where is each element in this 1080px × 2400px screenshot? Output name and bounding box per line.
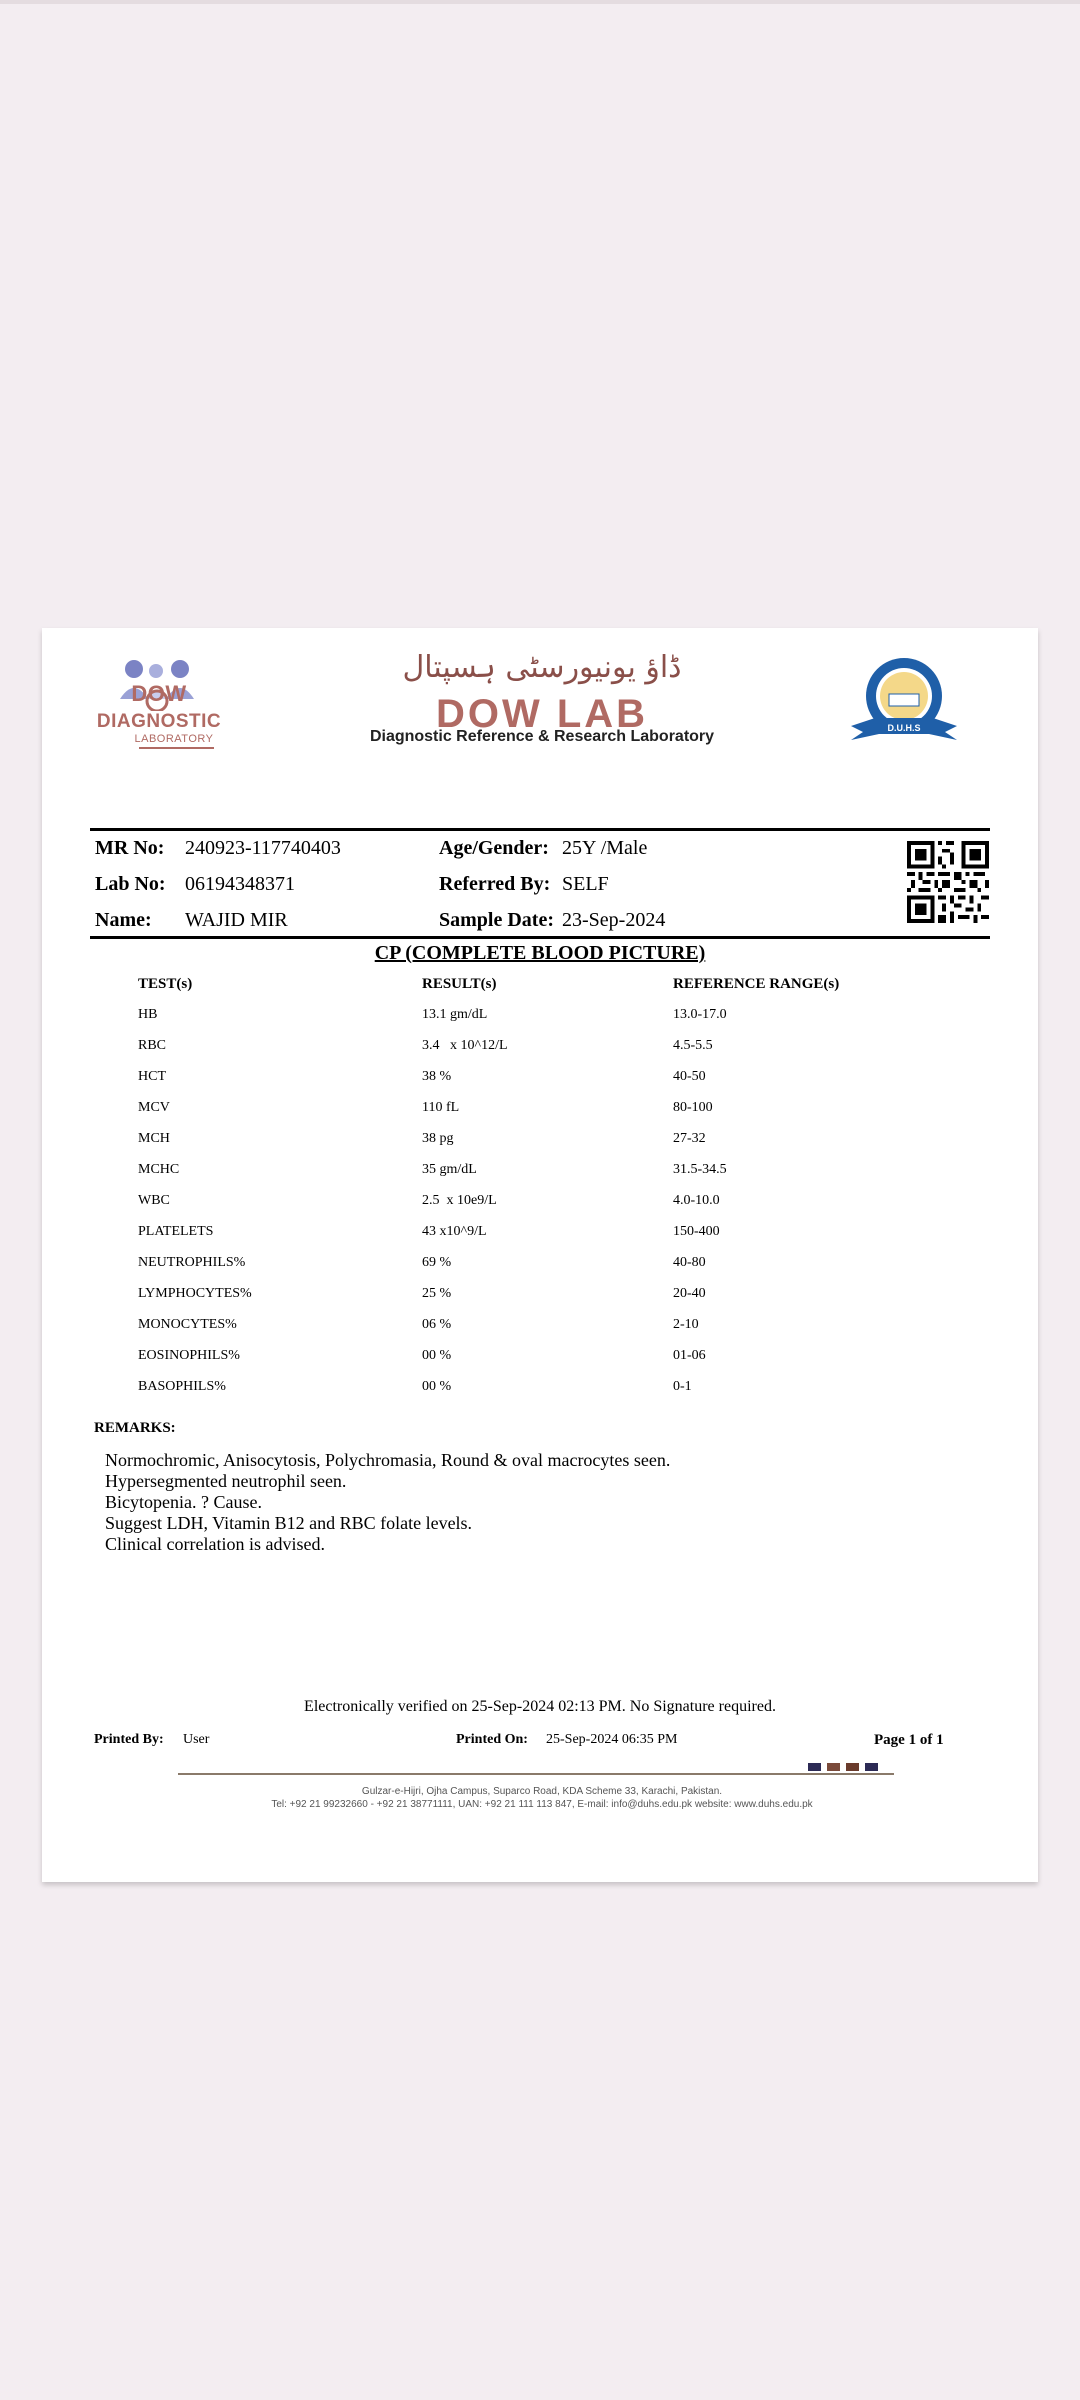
urdu-title: ڈاؤ یونیورسٹی ہسپتال: [402, 650, 682, 685]
test-name: WBC: [138, 1193, 170, 1208]
test-range: 0-1: [673, 1379, 692, 1394]
report-page: [42, 628, 1038, 1882]
logo-text-line2: DIAGNOSTIC: [96, 711, 222, 732]
name-label: Name:: [95, 909, 152, 931]
dow-diagnostic-logo: [94, 655, 224, 755]
test-name: MONOCYTES%: [138, 1317, 237, 1332]
test-result: 2.5 x 10e9/L: [422, 1193, 497, 1208]
logo-text-line3: LABORATORY: [134, 733, 214, 745]
test-name: LYMPHOCYTES%: [138, 1286, 252, 1301]
logo-text-line1: DOW: [131, 681, 187, 706]
test-name: PLATELETS: [138, 1224, 214, 1239]
square: [846, 1763, 859, 1771]
status-bar-edge: [0, 0, 1080, 4]
lab-title: DOW LAB: [435, 692, 649, 736]
test-name: MCH: [138, 1131, 170, 1146]
lab-value: 06194348371: [185, 873, 295, 895]
lab-no: [95, 872, 166, 896]
test-range: 4.0-10.0: [673, 1193, 720, 1208]
printed-on-value: 25-Sep-2024 06:35 PM: [546, 1732, 678, 1747]
test-name: RBC: [138, 1038, 167, 1053]
test-range: 13.0-17.0: [673, 1007, 727, 1022]
remark-line: Bicytopenia. ? Cause.: [105, 1492, 262, 1512]
date-label: Sample Date:: [439, 909, 554, 931]
age-gender: [439, 836, 549, 860]
printed-by-label: Printed By:: [94, 1732, 164, 1747]
lab-subtitle: Diagnostic Reference & Research Laboratory: [369, 728, 715, 745]
printed-on-label: Printed On:: [456, 1732, 528, 1747]
test-result: 00 %: [422, 1348, 452, 1363]
mr-label: MR No:: [95, 837, 165, 859]
col-header-test: TEST(s): [138, 976, 193, 992]
sample-date: [439, 908, 554, 932]
seal-text: D.U.H.S: [887, 723, 921, 733]
test-range: 01-06: [673, 1348, 706, 1363]
square: [808, 1763, 821, 1771]
col-header-range: REFERENCE RANGE(s): [673, 976, 840, 992]
square: [827, 1763, 840, 1771]
test-range: 20-40: [673, 1286, 706, 1301]
test-range: 150-400: [673, 1224, 720, 1239]
test-result: 13.1 gm/dL: [422, 1007, 488, 1022]
test-name: BASOPHILS%: [138, 1379, 226, 1394]
test-range: 80-100: [673, 1100, 713, 1115]
test-name: EOSINOPHILS%: [138, 1348, 240, 1363]
report-title: CP (COMPLETE BLOOD PICTURE): [374, 942, 706, 964]
test-result: 38 %: [422, 1069, 452, 1084]
referred-by: [439, 872, 550, 896]
mr-value: 240923-117740403: [185, 837, 341, 859]
test-range: 31.5-34.5: [673, 1162, 727, 1177]
footer-rule: [178, 1773, 894, 1775]
page-number: Page 1 of 1: [874, 1732, 944, 1748]
ref-label: Referred By:: [439, 873, 551, 895]
remark-line: Clinical correlation is advised.: [105, 1534, 325, 1554]
remarks-label: REMARKS:: [94, 1420, 176, 1436]
test-range: 40-50: [673, 1069, 706, 1084]
footer-address: Gulzar-e-Hijri, Ojha Campus, Suparco Road, KDA Scheme 33, Karachi, Pakistan.: [361, 1786, 723, 1797]
test-result: 110 fL: [422, 1100, 460, 1115]
name-value: WAJID MIR: [185, 909, 288, 931]
test-range: 27-32: [673, 1131, 706, 1146]
verification-note: Electronically verified on 25-Sep-2024 02:13 PM. No Signature required.: [304, 1698, 776, 1715]
test-result: 3.4 x 10^12/L: [422, 1038, 508, 1053]
test-name: NEUTROPHILS%: [138, 1255, 246, 1270]
col-header-result: RESULT(s): [422, 976, 497, 992]
date-value: 23-Sep-2024: [562, 909, 666, 931]
test-result: 38 pg: [422, 1131, 454, 1146]
test-result: 35 gm/dL: [422, 1162, 477, 1177]
printed-by-value: User: [183, 1732, 210, 1747]
test-result: 25 %: [422, 1286, 452, 1301]
test-range: 2-10: [673, 1317, 699, 1332]
test-name: HB: [138, 1007, 158, 1022]
info-top-rule: [90, 828, 990, 831]
age-label: Age/Gender:: [439, 837, 549, 859]
remark-line: Suggest LDH, Vitamin B12 and RBC folate levels.: [105, 1513, 473, 1533]
test-name: MCV: [138, 1100, 170, 1115]
remark-line: Hypersegmented neutrophil seen.: [105, 1471, 347, 1491]
decorative-squares: [808, 1758, 884, 1768]
age-value: 25Y /Male: [562, 837, 648, 859]
test-range: 40-80: [673, 1255, 706, 1270]
test-result: 00 %: [422, 1379, 452, 1394]
test-range: 4.5-5.5: [673, 1038, 713, 1053]
square: [865, 1763, 878, 1771]
test-result: 43 x10^9/L: [422, 1224, 487, 1239]
info-bottom-rule: [90, 936, 990, 939]
ref-value: SELF: [562, 873, 609, 895]
lab-label: Lab No:: [95, 873, 166, 895]
test-name: MCHC: [138, 1162, 180, 1177]
test-name: HCT: [138, 1069, 166, 1084]
qr-code: [907, 841, 989, 923]
test-result: 69 %: [422, 1255, 452, 1270]
footer-contact: Tel: +92 21 99232660 - +92 21 38771111, UAN: +92 21 111 113 847, E-mail: info@duhs.edu.pk website: www.duhs.edu.pk: [271, 1799, 813, 1810]
logo-underline: [139, 747, 214, 749]
test-result: 06 %: [422, 1317, 452, 1332]
university-seal-logo: [845, 654, 963, 748]
name-field: [95, 908, 152, 932]
remark-line: Normochromic, Anisocytosis, Polychromasia, Round & oval macrocytes seen.: [105, 1450, 671, 1470]
mr-no: [95, 836, 164, 860]
